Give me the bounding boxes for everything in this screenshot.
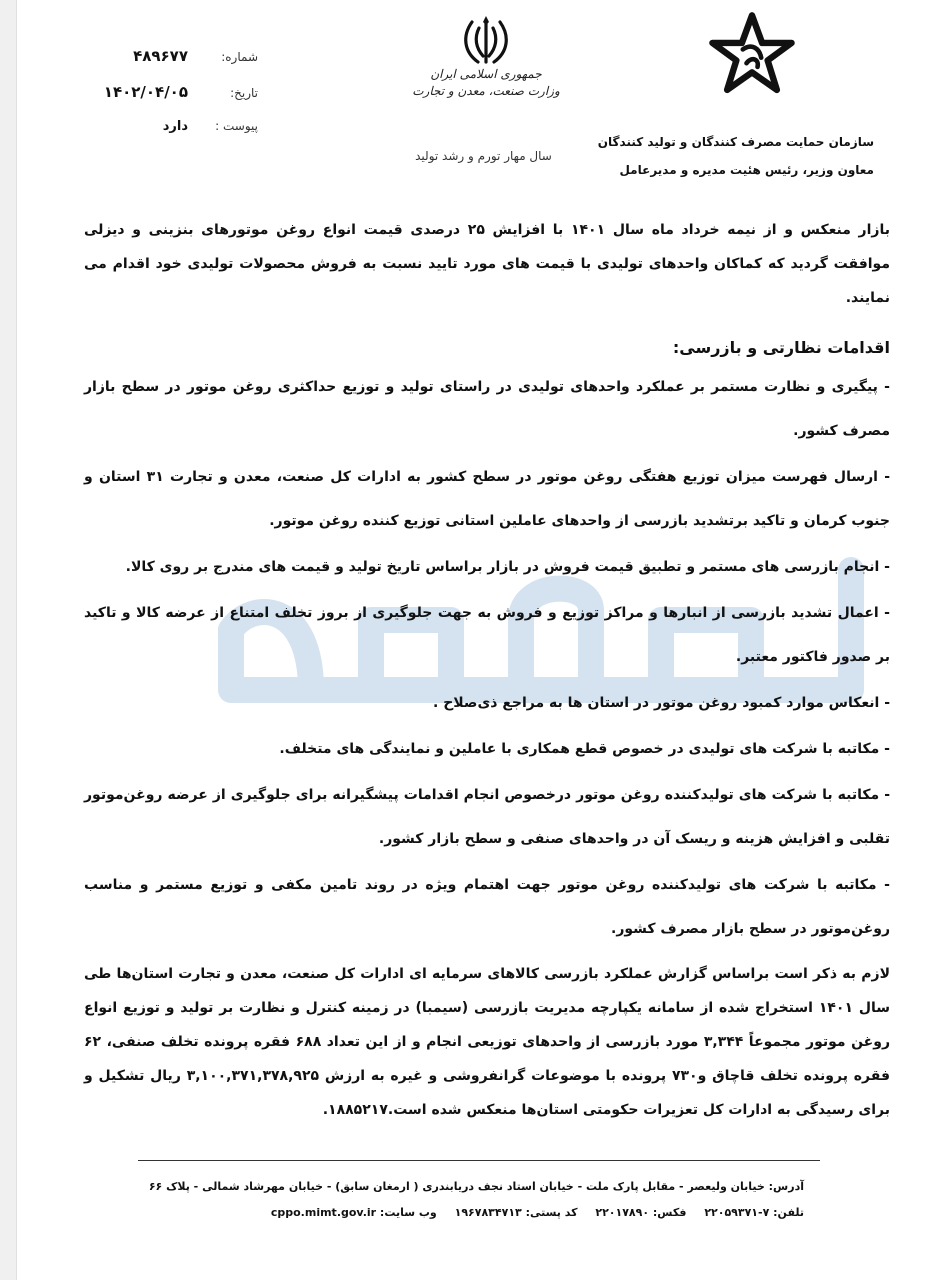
footer-website-label: وب سایت: [379,1206,437,1219]
footer-divider [138,1160,820,1161]
action-item: - انعکاس موارد کمبود روغن موتور در استان ها به مراجع ذی‌صلاح . [433,695,890,711]
letter-page [16,0,936,1280]
final-paragraph-text: لازم به ذکر است براساس گزارش عملکرد بازرسی کالاهای سرمایه ای ادارات کل صنعت، معدن و تجارت استان‌ها طی سال ۱۴۰۱ استخراج شده از سامانه یکپارچه مدیریت بازرسی (سیمبا) در زمینه کنترل و نظارت بر تولید و توزیع انواع روغن موتور مجموعاً ۳,۳۴۴ مورد بازرسی از واحدهای توزیعی انجام و از این تعداد ۶۸۸ فقره پرونده تخلف صنفی، ۶۲ فقره پرونده تخلف قاچاق و۷۳۰ پرونده با موضوعات گرانفروشی و غیره به ارزش ۳,۱۰۰,۳۷۱,۳۷۸,۹۲۵ ریال تشکیل و برای رسیدگی به ادارات کل تعزیرات حکومتی استان‌ها منعکس شده است. [84,966,891,1118]
action-item: - مکاتبه با شرکت های تولیدکننده روغن موتور درخصوص انجام اقدامات پیشگیرانه برای جلوگیری از عرضه روغن‌موتور تقلبی و افزایش هزینه و ریسک آن در واحدهای صنفی و سطح بازار کشور. [84,787,890,847]
organization-star-logo-icon [706,8,798,100]
meta-attachment-row [98,119,258,155]
number-label: شماره: [221,50,258,64]
footer-phone: تلفن: ۷-۲۲۰۵۹۳۷۱ [704,1206,804,1219]
attachment-label: پیوست : [215,119,258,133]
number-value: ۴۸۹۶۷۷ [133,47,188,65]
iran-emblem-icon [456,12,516,72]
footer-contacts [104,1200,804,1226]
action-item: - انجام بازرسی های مستمر و تطبیق قیمت فروش در بازار براساس تاریخ تولید و قیمت های مندرج بر روی کالا. [125,559,890,575]
action-item: - اعمال تشدید بازرسی از انبارها و مراکز توزیع و فروش به جهت جلوگیری از بروز تخلف امتناع از عرضه کالا و تاکید بر صدور فاکتور معتبر. [84,605,890,665]
action-item: - مکاتبه با شرکت های تولیدکننده روغن موتور جهت اهتمام ویژه در روند تامین مکفی و توزیع مستمر و مناسب روغن‌موتور در سطح بازار مصرف کشور. [84,877,890,937]
letter-meta [98,47,258,155]
organization-name: سازمان حمایت مصرف کنندگان و تولید کنندگان [597,135,874,149]
signatory-title: معاون وزیر، رئیس هئیت مدیره و مدیرعامل [619,163,874,177]
meta-date-row [98,83,258,119]
section-heading: اقدامات نظارتی و بازرسی: [672,338,890,357]
left-margin-strip [0,0,17,1280]
final-paragraph [84,957,890,1127]
date-value: ۱۴۰۲/۰۴/۰۵ [103,83,188,101]
footer-postal-code: کد پستی: ۱۹۶۷۸۳۴۷۱۳ [454,1206,578,1219]
action-item: - مکاتبه با شرکت های تولیدی در خصوص قطع همکاری با عاملین و نمایندگی های متخلف. [279,741,890,757]
year-slogan: سال مهار تورم و رشد تولید [415,149,552,163]
date-label: تاریخ: [230,86,258,100]
letter-body [84,213,890,1127]
organization-block [598,128,874,184]
intro-paragraph: بازار منعکس و از نیمه خرداد ماه سال ۱۴۰۱ با افزایش ۲۵ درصدی قیمت انواع روغن موتورهای بنزینی و دیزلی موافقت گردید که کماکان واحدهای تولیدی با قیمت های مورد تایید نسبت به فروش محصولات تولیدی خود اقدام می نمایند. [84,222,890,306]
attachment-value: دارد [162,119,188,134]
ministry-line-2: وزارت صنعت، معدن و تجارت [412,84,560,98]
action-item: - ارسال فهرست میزان توزیع هفتگی روغن موتور در سطح کشور به ادارات کل صنعت، معدن و تجارت ۳۱ استان و جنوب کرمان و تاکید برتشدید بازرسی از واحدهای عاملین استانی توزیع کننده روغن موتور. [84,469,891,529]
meta-number-row [98,47,258,83]
ministry-line-1: جمهوری اسلامی ایران [430,67,542,81]
footer-website-link[interactable]: cppo.mimt.gov.ir [270,1206,377,1219]
reference-code: ۱۸۸۵۲۱۷. [322,1102,388,1118]
action-item: - پیگیری و نظارت مستمر بر عملکرد واحدهای تولیدی در راستای تولید و توزیع حداکثری روغن موتور در سطح بازار مصرف کشور. [84,379,890,439]
footer-fax: فکس: ۲۲۰۱۷۸۹۰ [595,1206,687,1219]
ministry-name [411,66,561,100]
footer [104,1174,804,1226]
footer-address: آدرس: خیابان ولیعصر - مقابل پارک ملت - خیابان استاد نجف دریابندری ( ارمغان سابق) - خیابان مهرشاد شمالی - پلاک ۶۶ [148,1180,804,1193]
